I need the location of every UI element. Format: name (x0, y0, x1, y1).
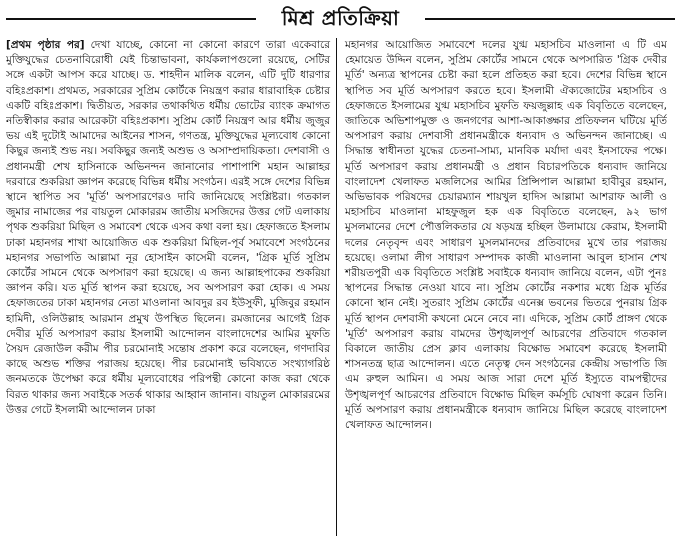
section-title: মিশ্র প্রতিক্রিয়া (281, 6, 400, 30)
article-text-right: মহানগর আয়োজিত সমাবেশে দলের যুগ্ম মহাসচিব মাওলানা এ টি এম হেমায়েত উদ্দিন বলেন, সুপ্রিম কোর্টের সামনে থেকে অপসারিত 'গ্রিক দেবীর মূর্তি' অন্যত্র স্থাপনের চেষ্টা করা হলে প্রতিহত করা হবে। দেশের বিভিন্ন স্থানে স্থাপিত সব মূর্তি অপসারণ করতে হবে। ইসলামী ঐক্যজোটের মহাসচিব ও হেফাজতে ইসলামের যুগ্ম মহাসচিব মুফতি ফয়জুল্লাহ এক বিবৃতিতে বলেছেন, জাতিকে অভিশাপমুক্ত ও জনগণের আশা-আকাঙ্ক্ষার প্রতিফলন ঘটিয়ে মূর্তি অপসারণ করায় দেশবাসী প্রধানমন্ত্রীকে ধন্যবাদ ও অভিনন্দন জানাচ্ছে। এ সিদ্ধান্ত স্বাধীনতা যুদ্ধের চেতনা-সাম্য, মানবিক মর্যাদা এবং ইনসাফের পক্ষে। মূর্তি অপসারণ করায় প্রধানমন্ত্রী ও প্রধান বিচারপতিকে ধন্যবাদ জানিয়ে বাংলাদেশ খেলাফত মজলিসের আমির প্রিন্সিপাল আল্লামা হাবীবুর রহমান, অভিভাবক পরিষদের চেয়ারম্যান শায়খুল হাদিস আল্লামা আশরাফ আলী ও মহাসচিব মাওলানা মাহফুজুল হক এক বিবৃতিতে বলেছেন, ৯২ ভাগ মুসলমানের দেশে পৌত্তলিকতার যে ষড়যন্ত্র হচ্ছিল উলামায়ে কেরাম, ইসলামী দলের নেতৃবৃন্দ এবং সাধারণ মুসলমানদের প্রতিবাদের মুখে তার পরাজয় হয়েছে। ওলামা লীগ সাধারণ সম্পাদক কাজী মাওলানা আবুল হাসান শেখ শরীয়তপুরী এক বিবৃতিতে সংশ্লিষ্ট সবাইকে ধন্যবাদ জানিয়ে বলেন, এটা পুনঃ স্থাপনের সিদ্ধান্ত নেওয়া যাবে না। সুপ্রিম কোর্টের নকশার মধ্যে গ্রিক মূর্তির কোনো স্থান নেই। সুতরাং সুপ্রিম কোর্টের এনেক্স ভবনের ভিতরে পুনরায় গ্রিক মূর্তি স্থাপন দেশবাসী কখনো মেনে নেবে না। এদিকে, সুপ্রিম কোর্ট প্রাঙ্গণ থেকে 'মূর্তি' অপসারণ করায় বামদের উশৃঙ্খলপূর্ণ আচরণের প্রতিবাদে গতকাল বিকালে জাতীয় প্রেস ক্লাব এলাকায় বিক্ষোভ সমাবেশ করেছে ইসলামী শাসনতন্ত্র ছাত্র আন্দোলন। এতে নেতৃত্ব দেন সংগঠনের কেন্দ্রীয় সভাপতি জি এম রুহুল আমিন। এ সময় আজ সারা দেশে মূর্তি ইস্যুতে বামপন্থীদের উশৃঙ্খলপূর্ণ আচরণের প্রতিবাদে বিক্ষোভ মিছিল কর্মসূচি ঘোষণা করেন তিনি। মূর্তি অপসারণ করায় প্রধানমন্ত্রীকে ধন্যবাদ জানিয়ে মিছিল করেছে বাংলাদেশ খেলাফত আন্দোলন। (345, 39, 667, 432)
article-column-right (337, 38, 667, 536)
header-rule-right (425, 18, 675, 20)
article-column-left (6, 38, 336, 536)
continuation-tag: [প্রথম পৃষ্ঠার পর] (6, 39, 85, 51)
article-text-left: দেখা যাচ্ছে, কোনো না কোনো কারণে তারা একেবারে মুক্তিযুদ্ধের চেতনাবিরোধী যেই চিন্তাভাবনা, কার্যকলাপগুলো রয়েছে, সেটির সঙ্গে একটা আপস করে যাচ্ছে। ড. শাহদীন মালিক বলেন, এটি দুটি ধারণার বহিঃপ্রকাশ। প্রথমত, সরকারের সুপ্রিম কোর্টকে নিয়ন্ত্রণ করার ধারাবাহিক চেষ্টার একটি বহিঃপ্রকাশ। দ্বিতীয়ত, সরকার তথাকথিত ধর্মীয় ভোটের ব্যাংক ক্রমাগত নতিস্বীকার করার আরেকটা বহিঃপ্রকাশ। সুপ্রিম কোর্ট নিয়ন্ত্রণ আর ধর্মীয় জুজুর ভয় এই দুটোই আমাদের আইনের শাসন, গণতন্ত্র, মুক্তিযুদ্ধের মূল্যবোধ কোনো কিছুর জন্যই শুভ নয়। সবকিছুর জন্যই অশুভ ও অসাম্প্রদায়িকতা। দেশবাসী ও প্রধানমন্ত্রী শেখ হাসিনাকে অভিনন্দন জানানোর পাশাপাশি মহান আল্লাহর দরবারে শুকরিয়া জ্ঞাপন করেছে বিভিন্ন ধর্মীয় সংগঠন। এরই সঙ্গে দেশের বিভিন্ন স্থানে স্থাপিত সব 'মূর্তি' অপসারণেরও দাবি জানিয়েছে সংশ্লিষ্টরা। গতকাল জুমার নামাজের পর বায়তুল মোকাররম জাতীয় মসজিদের উত্তর গেট এলাকায় পৃথক শুকরিয়া মিছিল ও সমাবেশ থেকে এসব কথা বলা হয়। হেফাজতে ইসলাম ঢাকা মহানগর শাখা আয়োজিত এক শুকরিয়া মিছিল-পূর্ব সমাবেশে সংগঠনের মহানগর সভাপতি আল্লামা নূর হোসাইন কাসেমী বলেন, 'গ্রিক মূর্তি সুপ্রিম কোর্টের সামনে থেকে অপসারণ করা হয়েছে। এ জন্য আল্লাহপাকের শুকরিয়া জ্ঞাপন করি। যত মূর্তি স্থাপন করা হয়েছে, সব অপসারণ করা হোক। এ সময় হেফাজতের ঢাকা মহানগর নেতা মাওলানা আবদুর রব ইউসুফী, মুজিবুর রহমান হামিদী, ওলিউল্লাহ আরমান প্রমুখ উপস্থিত ছিলেন। রমজানের আগেই গ্রিক দেবীর মূর্তি অপসারণ করায় ইসলামী আন্দোলন বাংলাদেশের আমির মুফতি সৈয়দ রেজাউল করীম পীর চরমোনাই সন্তোষ প্রকাশ করে বলেছেন, গণদাবির কাছে অশুভ শক্তির পরাজয় হয়েছে। পীর চরমোনাই ভবিষ্যতে সংখ্যাগরিষ্ঠ জনমতকে উপেক্ষা করে ধর্মীয় মূল্যবোধের পরিপন্থী কোনো কাজ করা থেকে বিরত থাকার জন্য সবাইকে সতর্ক থাকার আহ্বান জানান। বায়তুল মোকাররমের উত্তর গেটে ইসলামী আন্দোলন ঢাকা (6, 39, 330, 416)
article-columns (6, 38, 675, 536)
section-header (6, 4, 675, 34)
